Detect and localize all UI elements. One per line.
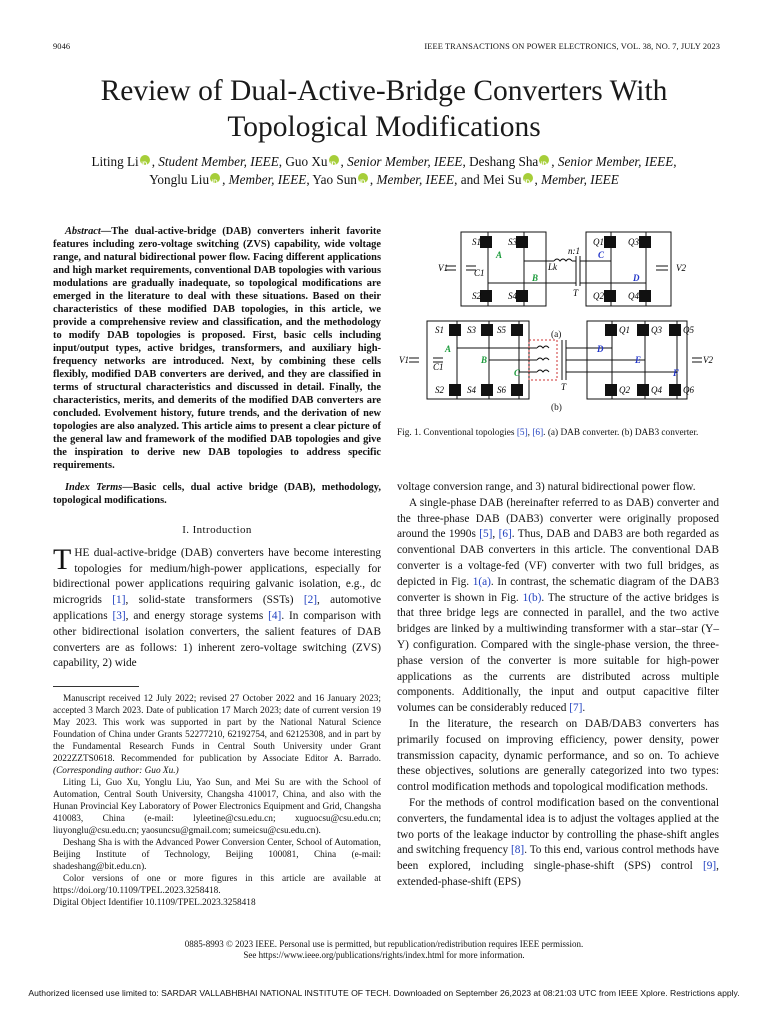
- figure-1a-label: (a): [551, 330, 562, 340]
- index-terms: Index Terms—Basic cells, dual active bridge (DAB), methodology, topological modifications.: [53, 482, 381, 506]
- body-text: . Thus, DAB and DAB3 are both regarded as conventional DAB converters in this article. The conventional DAB converter is a voltage-fed (VF) converter with two full bridges, as depicted in Fig.: [397, 528, 719, 588]
- copyright-line: See https://www.ieee.org/publications/rights/index.html for more information.: [243, 950, 525, 960]
- author-line-1: Liting LiiD , Student Member, IEEE, Guo XuiD , Senior Member, IEEE, Deshang ShaiD , Senior Member, IEEE,: [40, 153, 728, 171]
- abstract: Abstract—The dual-active-bridge (DAB) converters inherit favorite features including zero-voltage switching (ZVS) capability, wide voltage range, and natural bidirectional power flow. Facing different applications and high market requirements, conventional DAB topologies with various modulations are gradually inadequate, so topological modifications are emerged in the literature to deal with these situations. Based on their characteristics of these modified DAB topologies, in this article, we provide a comprehensive review and classification, and the methodology to modify DAB topologies is proposed. First, basic cells including input/output types, active bridges, transformers, and auxiliary high-frequency networks are introduced. Next, by combining these cells flexibly, modified DAB converters are derived, and they are classified in terms of structural characteristics and discussed in detail. Finally, the characteristics, merits, and demerits of the modified DAB converters are concluded. Evolvement history, future trends, and the derivation of new topologies are also analyzed. This article aims to present a clear picture of the general law and framework of the modified DAB topologies and give the inspiration to derive new DAB topologies to address specific requirements.: [53, 226, 381, 471]
- switch-label: Q1: [593, 237, 604, 247]
- switch-label: Q4: [628, 291, 639, 301]
- switch-label: Q5: [683, 325, 694, 335]
- citation-link[interactable]: [5]: [479, 528, 493, 541]
- figure-link[interactable]: 1(a): [472, 575, 491, 588]
- node-label: A: [445, 344, 452, 354]
- citation-link[interactable]: [9]: [702, 860, 717, 873]
- switch-label: S6: [497, 385, 506, 395]
- body-text: A single-phase DAB (hereinafter referred to as DAB) converter and the three-phase DAB (DAB3) converter were originally proposed around the 1990s: [397, 496, 719, 541]
- caption-text: . (a) DAB converter. (b) DAB3 converter.: [543, 428, 699, 438]
- intro-text: . In comparison with other bidirectional isolation converters, the salient features of DAB converters are as follows: 1) inherent zero-voltage switching (ZVS) capability, 2) wide: [53, 609, 381, 670]
- author-line-2: Yonglu LiuiD , Member, IEEE, Yao SuniD , Member, IEEE, and Mei SuiD , Member, IEEE: [40, 171, 728, 189]
- body-paragraph: [397, 496, 719, 717]
- intro-text: , solid-state transformers (SSTs): [125, 594, 304, 607]
- author-role: Senior Member, IEEE: [557, 154, 674, 169]
- switch-label: Q2: [593, 291, 604, 301]
- intro-text: HE dual-active-bridge (DAB) converters have become interesting topologies for medium/high-power applications, especially for bidirectional power applications requiring galvanic isolation, e.g., dc microgrids: [53, 546, 381, 607]
- orcid-icon[interactable]: [539, 155, 549, 165]
- body-text: . In contrast, the schematic diagram of the DAB3 converter is shown in Fig.: [397, 575, 720, 604]
- switch-label: S2: [472, 291, 481, 301]
- body-text: . The structure of the active bridges is that three bridge legs are connected in parallel, and the two active bridges are linked by a multiwinding transformer with a star–star (Y–Y) configuration. Compared with the single-phase version, the three-phase version of the converter is more suitable for high-power applications as the currents are distributed across multiple components. Additionally, the input and output capacitive filter volumes can be considerably reduced: [397, 591, 719, 715]
- node-label: E: [635, 355, 642, 365]
- figure-link[interactable]: 1(b): [522, 591, 542, 604]
- author-role: Senior Member, IEEE: [347, 154, 463, 169]
- v2-label: V2: [676, 263, 686, 273]
- node-label: B: [532, 273, 539, 283]
- abstract-label: Abstract: [65, 226, 101, 237]
- v2-label: V2: [703, 355, 713, 365]
- node-label: D: [633, 273, 640, 283]
- switch-label: S3: [508, 237, 517, 247]
- orcid-icon[interactable]: [140, 155, 150, 165]
- body-text: For the methods of control modification based on the conventional converters, the fundamental idea is to adjust the voltages applied at the two ports of the leakage inductor by controlling the phase-shift angles and switching frequency: [397, 796, 719, 857]
- node-label: F: [673, 368, 680, 378]
- citation-link[interactable]: [6]: [532, 428, 544, 438]
- c1-label: C1: [433, 362, 444, 372]
- v1-label: V1: [438, 263, 448, 273]
- transformer-label: T: [573, 288, 579, 298]
- body-text: .: [582, 702, 586, 715]
- footnote-affiliation: Deshang Sha is with the Advanced Power Conversion Center, School of Automation, Beijing Institute of Technology, Beijing 100081, China (e-mail: shadeshang@bit.edu.cn).: [53, 838, 381, 873]
- footnote-text: Manuscript received 12 July 2022; revised 27 October 2022 and 16 January 2023; accepted 3 March 2023. Date of publication 17 March 2023; date of current version 19 May 2023. This work was supported in part by the National Natural Science Foundation of China under Grants 52277210, 62192754, and 62125308, and in part by the Fundamental Research Funds in Central South University under Grant 2022ZZTS0618. Recommended for publication by Associate Editor A. Barrado.: [53, 694, 381, 765]
- switch-label: Q3: [651, 325, 662, 335]
- switch-label: S1: [435, 325, 444, 335]
- v1-label: V1: [399, 355, 409, 365]
- citation-link[interactable]: [7]: [569, 702, 583, 715]
- intro-paragraph: [53, 542, 381, 672]
- ratio-label: n:1: [568, 246, 580, 256]
- transformer-label: T: [561, 382, 567, 392]
- page-number: 9046: [53, 42, 71, 51]
- node-label: D: [597, 344, 604, 354]
- author-name: Deshang Sha: [469, 154, 539, 169]
- citation-link[interactable]: [1]: [112, 594, 126, 607]
- author-name: Guo Xu: [285, 154, 328, 169]
- author-name: Mei Su: [483, 172, 522, 187]
- node-label: C: [514, 368, 521, 378]
- orcid-icon[interactable]: [358, 173, 368, 183]
- body-text: ,: [492, 528, 499, 541]
- citation-link[interactable]: [2]: [303, 594, 317, 607]
- right-column: [397, 480, 719, 891]
- footnote-affiliation: Liting Li, Guo Xu, Yonglu Liu, Yao Sun, and Mei Su are with the School of Automation, Central South University, Changsha 410017, China, and also with the Hunan Provincial Key Laboratory of Power Electronics Equipment and Grid, Changsha 410083, China (e-mail: lyleetine@csu.edu.cn; xuguocsu@csu.edu.cn; liuyonglu@csu.edu.cn; yaosuncsu@gmail.com; sumeicsu@csu.edu.cn).: [53, 778, 381, 837]
- switch-label: S4: [467, 385, 476, 395]
- copyright-line: 0885-8993 © 2023 IEEE. Personal use is permitted, but republication/redistribution requires IEEE permission.: [184, 939, 584, 949]
- abstract-text: The dual-active-bridge (DAB) converters inherit favorite features including zero-voltage switching (ZVS) capability, wide voltage range, and natural bidirectional power flow. Facing different applications and high market requirements, conventional DAB topologies with various modulations are gradually inadequate, so topological modifications are emerged in the literature to deal with these situations. Based on their characteristics of these modified DAB topologies, in this article, we provide a comprehensive review and classification, and the methodology to modify DAB topologies is proposed. First, basic cells including input/output types, active bridges, transformers, and auxiliary high-frequency networks are introduced. Next, by combining these cells flexibly, modified DAB converters are derived, and they are classified in terms of structural characteristics and discussed in detail. Finally, the characteristics, merits, and demerits of the modified DAB converters are concluded. Evolvement history, future trends, and the derivation of new topologies are also analyzed. This article aims to present a clear picture of the general law and framework of the modified DAB topologies and give the inspiration to derive new DAB topologies to address specific requirements.: [53, 226, 381, 471]
- author-role: Member, IEEE: [228, 172, 307, 187]
- footnote-color: Color versions of one or more figures in this article are available at https://doi.org/10.1109/TPEL.2023.3258418.: [53, 874, 381, 897]
- intro-text: , and energy storage systems: [125, 609, 269, 622]
- footnote-doi: Digital Object Identifier 10.1109/TPEL.2023.3258418: [53, 898, 256, 909]
- switch-label: S5: [497, 325, 506, 335]
- section-heading: I. Introduction: [182, 524, 252, 536]
- left-column: [53, 225, 381, 909]
- citation-link[interactable]: [8]: [511, 844, 525, 857]
- figure-caption: [397, 428, 719, 440]
- corresponding-author: (Corresponding author: Guo Xu.): [53, 766, 179, 777]
- journal-header: IEEE TRANSACTIONS ON POWER ELECTRONICS, VOL. 38, NO. 7, JULY 2023: [424, 42, 720, 51]
- node-label: C: [598, 250, 605, 260]
- c1-label: C1: [474, 268, 485, 278]
- orcid-icon[interactable]: [210, 173, 220, 183]
- switch-label: S3: [467, 325, 476, 335]
- citation-link[interactable]: [4]: [268, 609, 282, 622]
- body-paragraph: In the literature, the research on DAB/DAB3 converters has primarily focused on improving efficiency, power density, power transmission capacity, dynamic performance, and so on. To achieve these objectives, solutions are generally categorized into two types: control modification methods and topological modification methods.: [397, 717, 719, 794]
- node-label: B: [481, 355, 488, 365]
- body-paragraph: voltage conversion range, and 3) natural bidirectional power flow.: [397, 481, 696, 493]
- index-terms-text: Basic cells, dual active bridge (DAB), methodology, topological modifications.: [53, 482, 381, 506]
- switch-label: Q4: [651, 385, 662, 395]
- author-list: [40, 153, 728, 189]
- intro-text: , automotive applications: [53, 594, 381, 622]
- footnote-divider: [53, 686, 139, 687]
- author-name: Yonglu Liu: [149, 172, 210, 187]
- footnotes: [53, 693, 381, 909]
- node-label: A: [496, 250, 503, 260]
- author-name: Yao Sun: [312, 172, 357, 187]
- author-role: Student Member, IEEE: [158, 154, 279, 169]
- orcid-icon[interactable]: [523, 173, 533, 183]
- figure-1b-schematic: [397, 318, 719, 404]
- switch-label: S4: [508, 291, 517, 301]
- author-role: Member, IEEE: [541, 172, 619, 187]
- author-role: Member, IEEE: [376, 172, 455, 187]
- body-text: , extended-phase-shift (EPS): [397, 860, 719, 888]
- author-name: Liting Li: [91, 154, 139, 169]
- caption-text: Fig. 1. Conventional topologies: [397, 428, 517, 438]
- caption-text: ,: [527, 428, 533, 438]
- figure-1a-schematic: [436, 228, 696, 320]
- and-word: and: [460, 172, 480, 187]
- paper-title: Review of Dual-Active-Bridge Converters With Topological Modifications: [100, 75, 668, 143]
- copyright-notice: [80, 939, 688, 961]
- switch-label: S1: [472, 237, 481, 247]
- citation-link[interactable]: [5]: [516, 428, 528, 438]
- body-paragraph: [397, 796, 719, 891]
- citation-link[interactable]: [6]: [498, 528, 512, 541]
- index-terms-label: Index Terms: [65, 482, 123, 493]
- switch-label: Q2: [619, 385, 630, 395]
- figure-1b-label: (b): [551, 403, 562, 413]
- body-text: . To this end, various control methods have been explored, including single-phase-shift (SPS) control: [397, 844, 719, 873]
- footnote-manuscript: [53, 693, 381, 777]
- switch-label: Q3: [628, 237, 639, 247]
- drop-cap: T: [53, 542, 72, 576]
- switch-label: Q1: [619, 325, 630, 335]
- switch-label: S2: [435, 385, 444, 395]
- lk-label: Lk: [548, 262, 557, 272]
- orcid-icon[interactable]: [329, 155, 339, 165]
- citation-link[interactable]: [3]: [112, 609, 126, 622]
- license-footer: Authorized licensed use limited to: SARDAR VALLABHBHAI NATIONAL INSTITUTE OF TECH. Downloaded on September 26,2023 at 08:21:03 UTC from IEEE Xplore. Restrictions apply.: [28, 988, 740, 998]
- switch-label: Q6: [683, 385, 694, 395]
